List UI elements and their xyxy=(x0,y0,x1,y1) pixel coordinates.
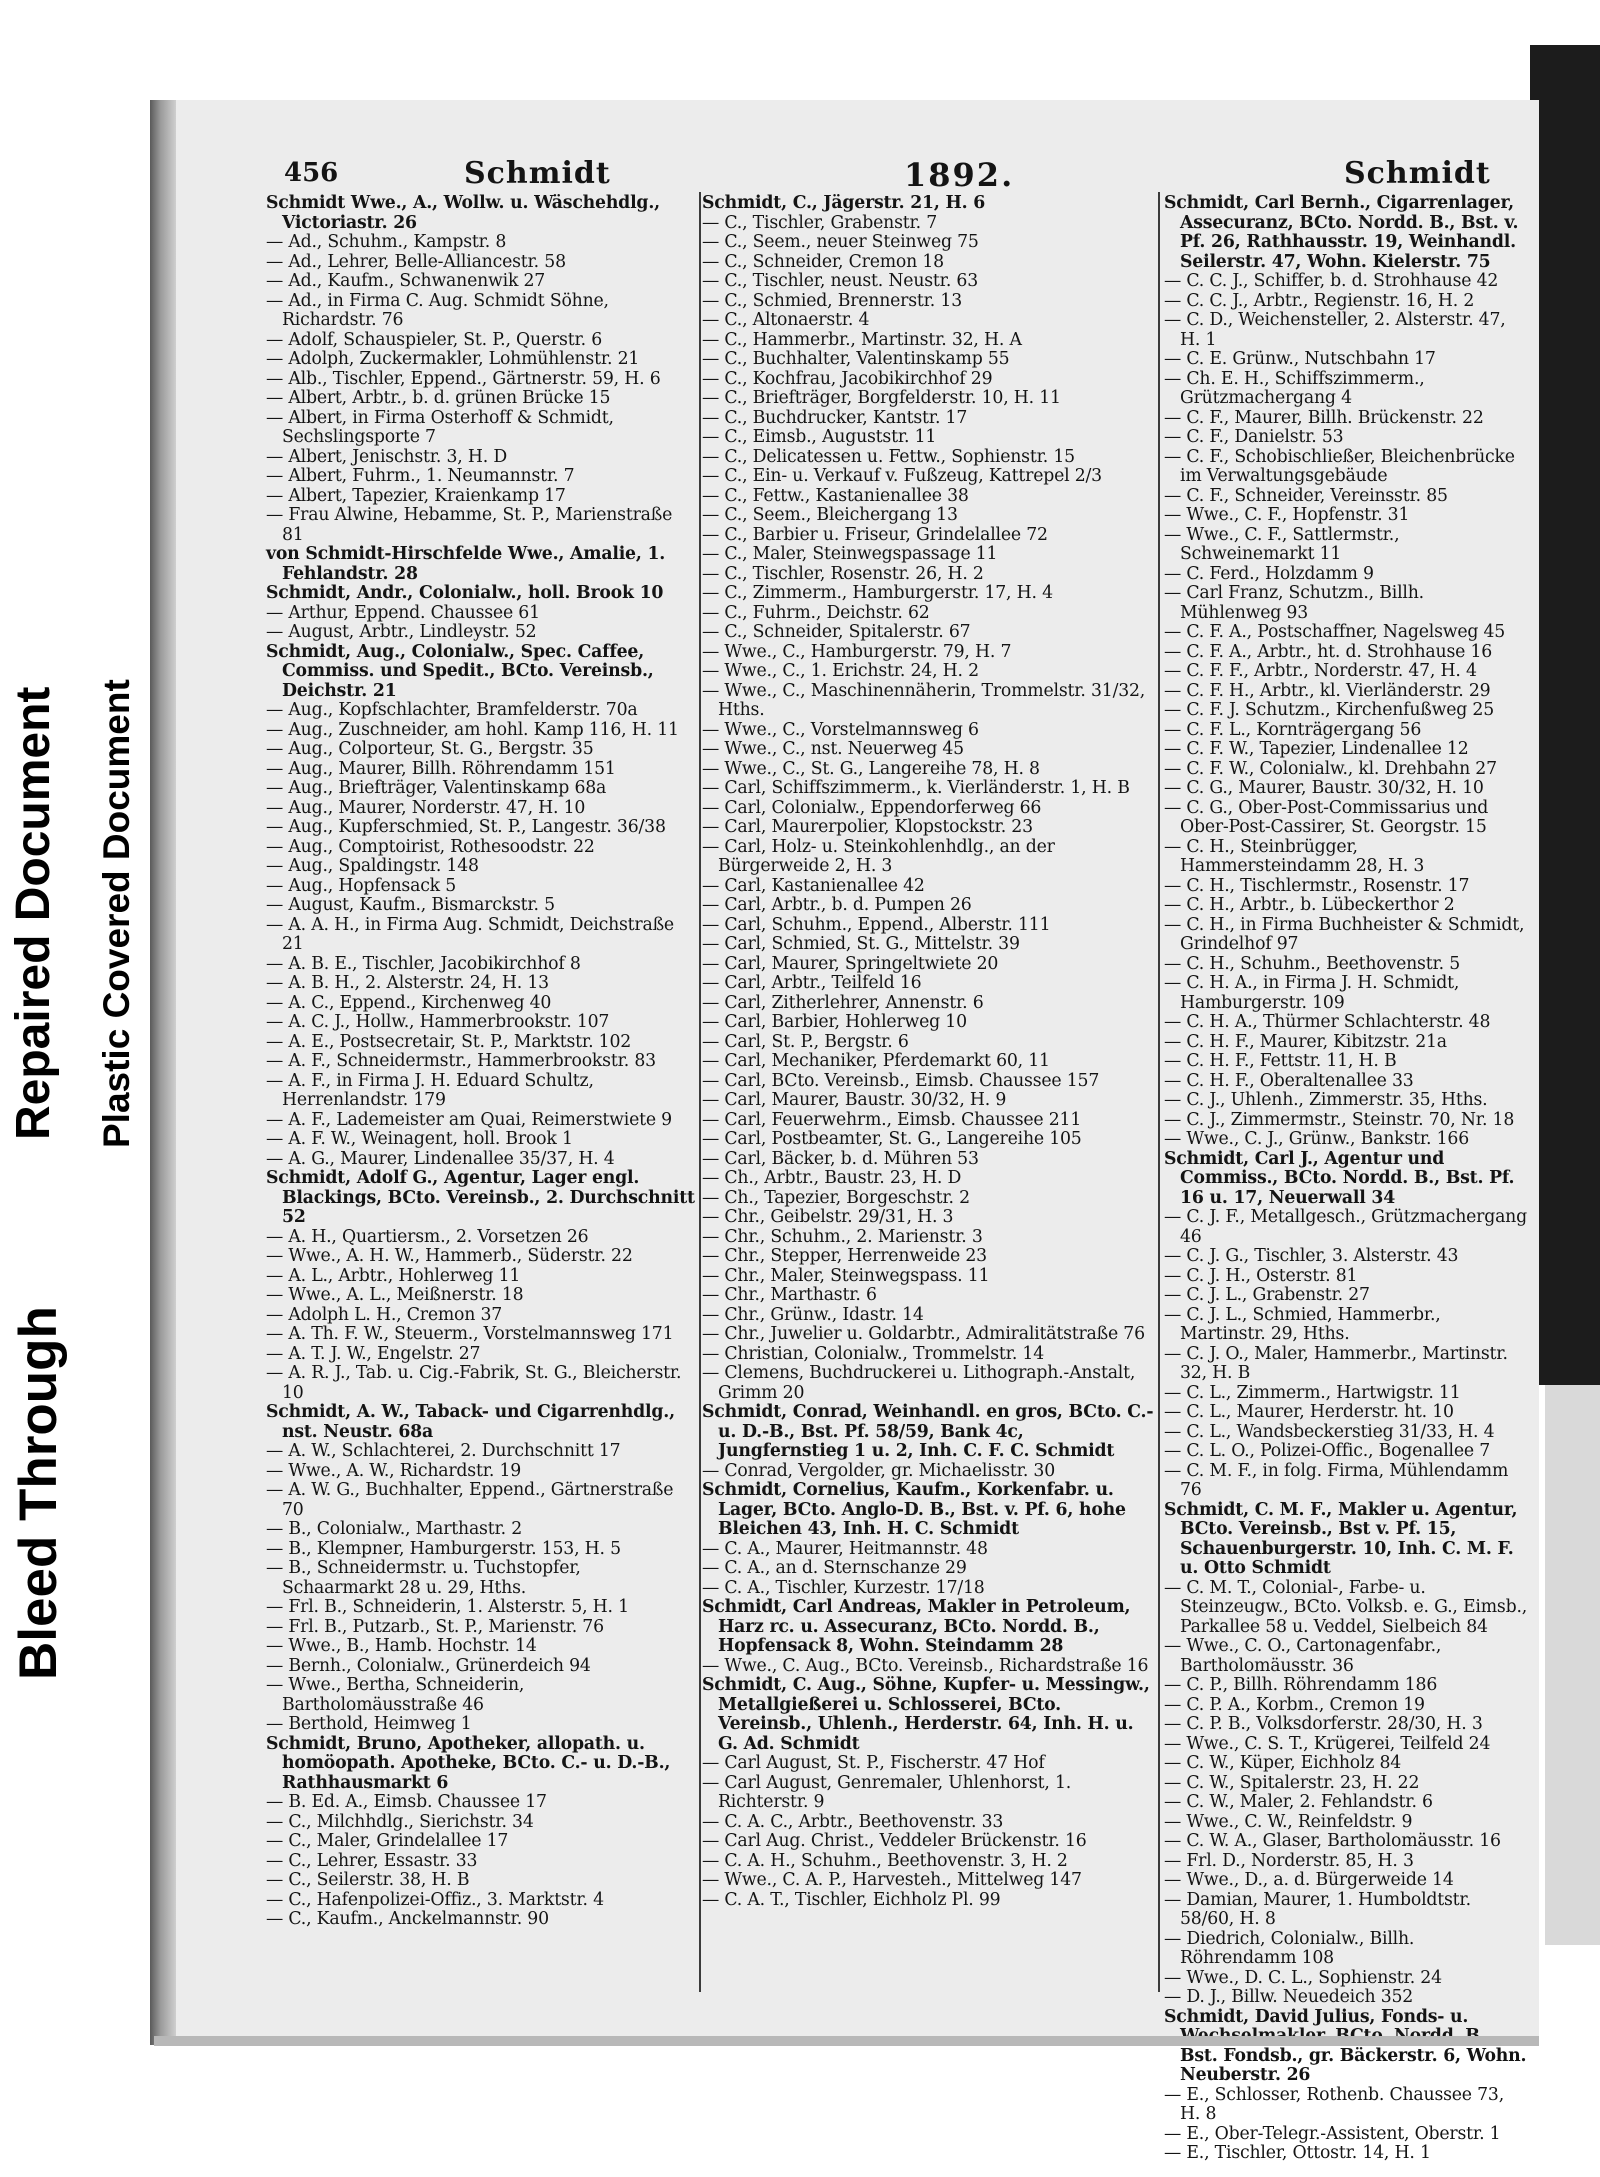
directory-entry: Schmidt, Carl J., Agentur und Commiss., BCto. Nordd. B., Bst. Pf. 16 u. 17, Neuerwall 34 xyxy=(1164,1148,1515,1208)
header-left-title: Schmidt xyxy=(464,156,611,191)
directory-entry: — C., Altonaerstr. 4 xyxy=(702,310,870,330)
directory-entry: — C. A. H., Schuhm., Beethovenstr. 3, H. 2 xyxy=(702,1850,1068,1871)
directory-entry: — A. F., Schneidermstr., Hammerbrookstr. 83 xyxy=(266,1051,656,1071)
directory-entry: — Carl, Holz- u. Steinkohlenhdlg., an der Bürgerweide 2, H. 3 xyxy=(702,836,1055,876)
directory-entry: — C. H. A., Thürmer Schlachterstr. 48 xyxy=(1164,1012,1491,1032)
directory-entry: — C., Hafenpolizei-Offiz., 3. Marktstr. 4 xyxy=(266,1889,604,1910)
directory-entry: — A. W., Schlachterei, 2. Durchschnitt 17 xyxy=(266,1441,621,1461)
page-header xyxy=(184,150,1524,198)
directory-entry: — Ad., Lehrer, Belle-Alliancestr. 58 xyxy=(266,251,566,272)
directory-entry: — Chr., Maler, Steinwegspass. 11 xyxy=(702,1265,990,1286)
directory-entry: — C. F., Schobischließer, Bleichenbrücke im Verwaltungsgebäude xyxy=(1164,446,1515,486)
directory-entry: — C., Delicatessen u. Fettw., Sophienstr. 15 xyxy=(702,446,1075,467)
directory-entry: — C. H., in Firma Buchheister & Schmidt, Grindelhof 97 xyxy=(1164,914,1525,954)
directory-entry: Schmidt, Bruno, Apotheker, allopath. u. homöopath. Apotheke, BCto. C.- u. D.-B., Rathhausmarkt 6 xyxy=(266,1733,671,1793)
directory-entry: — A. C., Eppend., Kirchenweg 40 xyxy=(266,992,552,1013)
directory-entry: — C. J. H., Osterstr. 81 xyxy=(1164,1265,1358,1286)
directory-entry: — Carl, BCto. Vereinsb., Eimsb. Chaussee 157 xyxy=(702,1070,1100,1091)
directory-entry: — C., Seem., Bleichergang 13 xyxy=(702,505,958,525)
directory-entry: — C., Fuhrm., Deichstr. 62 xyxy=(702,602,930,623)
directory-entry: Schmidt, Carl Bernh., Cigarrenlager, Assecuranz, BCto. Nordd. B., Bst. v. Pf. 26, Rathhausstr. 19, Weinhandl. Seilerstr. 47, Wohn. Kielerstr. 75 xyxy=(1164,193,1519,272)
directory-entry: — C. J. F., Metallgesch., Grützmachergang 46 xyxy=(1164,1207,1527,1247)
directory-entry: — C., Hammerbr., Martinstr. 32, H. A xyxy=(702,329,1022,350)
directory-entry: — Carl, Postbeamter, St. G., Langereihe 105 xyxy=(702,1129,1082,1149)
directory-entry: — C. F. W., Colonialw., kl. Drehbahn 27 xyxy=(1164,758,1497,779)
directory-entry: — August, Arbtr., Lindleystr. 52 xyxy=(266,622,537,642)
directory-entry: — Aug., Kupferschmied, St. P., Langestr. 36/38 xyxy=(266,817,666,837)
directory-entry: — C. M. T., Colonial-, Farbe- u. Steinzeugw., BCto. Volksb. e. G., Eimsb., Parkallee 58 u. Veddel, Sielbeich 84 xyxy=(1164,1577,1528,1637)
directory-entry: — Wwe., C., nst. Neuerweg 45 xyxy=(702,739,964,759)
directory-entry: — Albert, Arbtr., b. d. grünen Brücke 15 xyxy=(266,388,611,408)
directory-entry: — C. J. G., Tischler, 3. Alsterstr. 43 xyxy=(1164,1246,1459,1266)
directory-entry: — C., Zimmerm., Hamburgerstr. 17, H. 4 xyxy=(702,583,1053,603)
directory-entry: — Chr., Stepper, Herrenweide 23 xyxy=(702,1246,987,1266)
directory-entry: — C., Ein- u. Verkauf v. Fußzeug, Kattrepel 2/3 xyxy=(702,466,1102,486)
directory-entry: — C. Ferd., Holzdamm 9 xyxy=(1164,563,1374,584)
directory-entry: — Carl, Arbtr., b. d. Pumpen 26 xyxy=(702,895,972,915)
directory-entry: — E., Tischler, Ottostr. 14, H. 1 xyxy=(1164,2143,1431,2163)
directory-entry: — C. G., Maurer, Baustr. 30/32, H. 10 xyxy=(1164,778,1484,798)
directory-entry: — Wwe., C., Maschinennäherin, Trommelstr. 31/32, Hths. xyxy=(702,680,1146,720)
directory-entry: — Ad., Kaufm., Schwanenwik 27 xyxy=(266,271,546,291)
directory-entry: — Carl August, Genremaler, Uhlenhorst, 1. Richterstr. 9 xyxy=(702,1772,1072,1812)
directory-entry: — Carl, Colonialw., Eppendorferweg 66 xyxy=(702,797,1042,818)
directory-entry: — Ch., Tapezier, Borgeschstr. 2 xyxy=(702,1187,970,1208)
directory-entry: — C. H., Schuhm., Beethovenstr. 5 xyxy=(1164,953,1460,974)
bleed-through-label: Bleed Through xyxy=(9,1306,68,1680)
directory-entry: — C., Kaufm., Anckelmannstr. 90 xyxy=(266,1909,549,1929)
directory-entry: — Aug., Hopfensack 5 xyxy=(266,875,457,896)
column-divider xyxy=(699,192,701,1992)
directory-entry: — A. F., in Firma J. H. Eduard Schultz, Herrenlandstr. 179 xyxy=(266,1070,594,1110)
directory-entry: — Chr., Grünw., Idastr. 14 xyxy=(702,1304,924,1325)
directory-entry: — C. L., Wandsbeckerstieg 31/33, H. 4 xyxy=(1164,1421,1495,1442)
directory-entry: — C. F. A., Postschaffner, Nagelsweg 45 xyxy=(1164,622,1506,642)
directory-entry: — E., Ober-Telegr.-Assistent, Oberstr. 1 xyxy=(1164,2123,1501,2144)
directory-entry: — Wwe., C., Vorstelmannsweg 6 xyxy=(702,719,979,740)
directory-entry: — C., Schneider, Cremon 18 xyxy=(702,251,944,272)
directory-entry: — C. F. A., Arbtr., ht. d. Strohhause 16 xyxy=(1164,641,1493,662)
directory-entry: — Conrad, Vergolder, gr. Michaelisstr. 30 xyxy=(702,1460,1055,1481)
directory-entry: — Carl, Mechaniker, Pferdemarkt 60, 11 xyxy=(702,1051,1050,1071)
directory-entry: — C. L., Maurer, Herderstr. ht. 10 xyxy=(1164,1402,1454,1422)
directory-entry: Schmidt, C. M. F., Makler u. Agentur, BCto. Vereinsb., Bst v. Pf. 15, Schauenburgerstr. 10, Inh. C. M. F. u. Otto Schmidt xyxy=(1164,1499,1518,1578)
directory-entry: — Ad., in Firma C. Aug. Schmidt Söhne, Richardstr. 76 xyxy=(266,290,609,330)
directory-entry: — Frl. D., Norderstr. 85, H. 3 xyxy=(1164,1850,1414,1871)
directory-entry: Schmidt, Andr., Colonialw., holl. Brook 10 xyxy=(266,583,664,603)
plastic-covered-label: Plastic Covered Document xyxy=(96,679,137,1148)
directory-entry: — Wwe., A. H. W., Hammerb., Süderstr. 22 xyxy=(266,1246,633,1266)
directory-entry: — Wwe., C. A. P., Harvesteh., Mittelweg 147 xyxy=(702,1870,1082,1890)
directory-entry: Schmidt Wwe., A., Wollw. u. Wäschehdlg., Victoriastr. 26 xyxy=(266,193,660,233)
directory-entry: — Wwe., C. W., Reinfeldstr. 9 xyxy=(1164,1811,1413,1832)
directory-entry: Schmidt, Adolf G., Agentur, Lager engl. Blackings, BCto. Vereinsb., 2. Durchschnitt 52 xyxy=(266,1168,695,1227)
directory-entry: — B. Ed. A., Eimsb. Chaussee 17 xyxy=(266,1792,547,1812)
directory-entry: — A. E., Postsecretair, St. P., Marktstr. 102 xyxy=(266,1031,632,1052)
directory-entry: — C. F. J. Schutzm., Kirchenfußweg 25 xyxy=(1164,700,1495,720)
directory-entry: — Chr., Juwelier u. Goldarbtr., Admiralitätstraße 76 xyxy=(702,1324,1145,1344)
directory-entry: — C., Schneider, Spitalerstr. 67 xyxy=(702,622,971,642)
directory-entry: — A. B. E., Tischler, Jacobikirchhof 8 xyxy=(266,953,581,974)
repaired-document-label: Repaired Document xyxy=(7,686,60,1140)
directory-entry: — C., Lehrer, Essastr. 33 xyxy=(266,1850,478,1871)
directory-entry: — Damian, Maurer, 1. Humboldtstr. 58/60, H. 8 xyxy=(1164,1889,1471,1929)
directory-entry: — C., Tischler, neust. Neustr. 63 xyxy=(702,271,979,291)
directory-entry: — Ad., Schuhm., Kampstr. 8 xyxy=(266,232,507,252)
directory-entry: — Carl, Schuhm., Eppend., Alberstr. 111 xyxy=(702,914,1051,935)
directory-entry: — C. C. J., Arbtr., Regienstr. 16, H. 2 xyxy=(1164,290,1475,311)
directory-entry: — Wwe., C. O., Cartonagenfabr., Bartholomäusstr. 36 xyxy=(1164,1636,1442,1676)
directory-entry: — C. H., Arbtr., b. Lübeckerthor 2 xyxy=(1164,895,1455,915)
directory-entry: — Carl Franz, Schutzm., Billh. Mühlenweg 93 xyxy=(1164,583,1424,623)
page-bottom-edge xyxy=(154,2036,1539,2046)
directory-entry: — C. H. F., Maurer, Kibitzstr. 21a xyxy=(1164,1031,1447,1052)
directory-entry: — C. H., Steinbrügger, Hammersteindamm 28, H. 3 xyxy=(1164,836,1425,876)
directory-entry: — C. F. W., Tapezier, Lindenallee 12 xyxy=(1164,739,1469,759)
directory-entry: Schmidt, Conrad, Weinhandl. en gros, BCto. C.- u. D.-B., Bst. Pf. 58/59, Bank 4c, Jungfernstieg 1 u. 2, Inh. C. F. C. Schmidt xyxy=(702,1402,1154,1461)
directory-entry: — A. G., Maurer, Lindenallee 35/37, H. 4 xyxy=(266,1148,615,1169)
directory-entry: — Carl, Barbier, Hohlerweg 10 xyxy=(702,1012,967,1032)
directory-entry: — C. F., Schneider, Vereinsstr. 85 xyxy=(1164,485,1448,506)
directory-entry: — Albert, in Firma Osterhoff & Schmidt, Sechslingsporte 7 xyxy=(266,407,614,447)
directory-entry: — C. F., Maurer, Billh. Brückenstr. 22 xyxy=(1164,407,1484,428)
directory-entry: — Wwe., A. L., Meißnerstr. 18 xyxy=(266,1285,524,1305)
directory-entry: — Carl, St. P., Bergstr. 6 xyxy=(702,1031,909,1052)
column-left xyxy=(266,194,696,2054)
scanner-edge-lower xyxy=(1545,1385,1600,1945)
directory-entry: — Carl, Feuerwehrm., Eimsb. Chaussee 211 xyxy=(702,1109,1082,1130)
directory-entry: — C. A., an d. Sternschanze 29 xyxy=(702,1558,967,1578)
directory-entry: — C., Barbier u. Friseur, Grindelallee 72 xyxy=(702,524,1048,545)
directory-entry: — August, Kaufm., Bismarckstr. 5 xyxy=(266,895,555,915)
directory-entry: — A. F. W., Weinagent, holl. Brook 1 xyxy=(266,1129,573,1149)
directory-entry: — C. A. T., Tischler, Eichholz Pl. 99 xyxy=(702,1889,1001,1910)
directory-entry: — C. P. B., Volksdorferstr. 28/30, H. 3 xyxy=(1164,1714,1483,1734)
directory-entry: — Carl, Zitherlehrer, Annenstr. 6 xyxy=(702,992,984,1013)
directory-entry: — Chr., Marthastr. 6 xyxy=(702,1285,877,1305)
directory-entry: — C. L., Zimmerm., Hartwigstr. 11 xyxy=(1164,1382,1461,1403)
directory-entry: — Wwe., C. S. T., Krügerei, Teilfeld 24 xyxy=(1164,1733,1491,1754)
directory-entry: — C. J., Uhlenh., Zimmerstr. 35, Hths. xyxy=(1164,1090,1488,1110)
directory-entry: — Ch., Arbtr., Baustr. 23, H. D xyxy=(702,1168,962,1188)
directory-entry: — Carl Aug. Christ., Veddeler Brückenstr. 16 xyxy=(702,1831,1087,1851)
directory-entry: — C. W., Spitalerstr. 23, H. 22 xyxy=(1164,1772,1420,1793)
directory-entry: — B., Klempner, Hamburgerstr. 153, H. 5 xyxy=(266,1538,621,1559)
directory-entry: — C., Eimsb., Auguststr. 11 xyxy=(702,427,937,447)
directory-entry: — C. A., Tischler, Kurzestr. 17/18 xyxy=(702,1577,985,1598)
directory-entry: — Wwe., C., St. G., Langereihe 78, H. 8 xyxy=(702,758,1040,779)
directory-entry: — Carl, Kastanienallee 42 xyxy=(702,875,925,896)
directory-entry: — Wwe., C. J., Grünw., Bankstr. 166 xyxy=(1164,1129,1469,1149)
directory-entry: — Arthur, Eppend. Chaussee 61 xyxy=(266,602,540,623)
directory-entry: — Adolph L. H., Cremon 37 xyxy=(266,1304,503,1325)
directory-entry: — C., Seem., neuer Steinweg 75 xyxy=(702,232,979,252)
directory-entry: — Carl, Schiffszimmerm., k. Vierländerstr. 1, H. B xyxy=(702,778,1130,798)
directory-entry: — Aug., Kopfschlachter, Bramfelderstr. 70a xyxy=(266,700,638,720)
directory-entry: — Albert, Jenischstr. 3, H. D xyxy=(266,446,508,467)
directory-entry: — Aug., Zuschneider, am hohl. Kamp 116, H. 11 xyxy=(266,719,679,740)
directory-entry: — Aug., Maurer, Billh. Röhrendamm 151 xyxy=(266,758,616,779)
directory-entry: — A. A. H., in Firma Aug. Schmidt, Deichstraße 21 xyxy=(266,914,674,954)
directory-entry: — C., Milchhdlg., Sierichstr. 34 xyxy=(266,1811,534,1832)
column-right xyxy=(1164,193,1529,2163)
directory-entry: — Wwe., C. F., Hopfenstr. 31 xyxy=(1164,505,1410,525)
directory-entry: Schmidt, Aug., Colonialw., Spec. Caffee, Commiss. und Spedit., BCto. Vereinsb., Deichstr. 21 xyxy=(266,641,654,701)
directory-entry: — C., Briefträger, Borgfelderstr. 10, H. 11 xyxy=(702,388,1061,408)
directory-entry: — Aug., Maurer, Norderstr. 47, H. 10 xyxy=(266,797,586,818)
directory-entry: — B., Schneidermstr. u. Tuchstopfer, Schaarmarkt 28 u. 29, Hths. xyxy=(266,1558,581,1598)
directory-entry: — A. L., Arbtr., Hohlerweg 11 xyxy=(266,1265,521,1286)
directory-entry: — Albert, Tapezier, Kraienkamp 17 xyxy=(266,485,566,506)
directory-entry: — Chr., Schuhm., 2. Marienstr. 3 xyxy=(702,1226,983,1247)
directory-page xyxy=(150,100,1539,2163)
directory-entry: — A. H., Quartiersm., 2. Vorsetzen 26 xyxy=(266,1226,589,1247)
directory-entry: — Berthold, Heimweg 1 xyxy=(266,1714,472,1734)
directory-entry: Schmidt, A. W., Taback- und Cigarrenhdlg., nst. Neustr. 68a xyxy=(266,1402,675,1442)
directory-entry: — Clemens, Buchdruckerei u. Lithograph.-Anstalt, Grimm 20 xyxy=(702,1363,1136,1403)
directory-entry: — Carl, Maurer, Springeltwiete 20 xyxy=(702,953,999,974)
directory-entry: — C., Fettw., Kastanienallee 38 xyxy=(702,485,969,506)
directory-entry: — C. A. C., Arbtr., Beethovenstr. 33 xyxy=(702,1811,1004,1832)
directory-entry: — C., Buchdrucker, Kantstr. 17 xyxy=(702,407,968,428)
directory-entry: — E., Schlosser, Rothenb. Chaussee 73, H. 8 xyxy=(1164,2084,1505,2124)
directory-entry: — C. M. F., in folg. Firma, Mühlendamm 76 xyxy=(1164,1460,1509,1500)
directory-entry: — A. B. H., 2. Alsterstr. 24, H. 13 xyxy=(266,973,549,993)
directory-entry: — Adolf, Schauspieler, St. P., Querstr. 6 xyxy=(266,329,602,350)
directory-entry: — C. P. A., Korbm., Cremon 19 xyxy=(1164,1694,1425,1715)
directory-entry: — C., Maler, Steinwegspassage 11 xyxy=(702,544,998,564)
directory-entry: — A. W. G., Buchhalter, Eppend., Gärtnerstraße 70 xyxy=(266,1480,674,1520)
directory-entry: — Chr., Geibelstr. 29/31, H. 3 xyxy=(702,1207,954,1227)
directory-entry: — Wwe., B., Hamb. Hochstr. 14 xyxy=(266,1636,537,1656)
directory-entry: — C. F., Danielstr. 53 xyxy=(1164,427,1344,447)
directory-entry: — Wwe., A. W., Richardstr. 19 xyxy=(266,1460,522,1481)
directory-entry: — Wwe., C., 1. Erichstr. 24, H. 2 xyxy=(702,661,979,681)
directory-entry: — C., Schmied, Brennerstr. 13 xyxy=(702,290,962,311)
page-number: 456 xyxy=(284,158,339,188)
directory-entry: — Carl, Schmied, St. G., Mittelstr. 39 xyxy=(702,934,1020,954)
directory-entry: — Wwe., Bertha, Schneiderin, Bartholomäusstraße 46 xyxy=(266,1675,525,1715)
directory-entry: — A. C. J., Hollw., Hammerbrookstr. 107 xyxy=(266,1012,610,1032)
directory-entry: — Ch. E. H., Schiffszimmerm., Grützmachergang 4 xyxy=(1164,368,1425,408)
directory-entry: — C., Tischler, Grabenstr. 7 xyxy=(702,212,938,233)
directory-entry: — B., Colonialw., Marthastr. 2 xyxy=(266,1519,523,1539)
directory-entry: Schmidt, Cornelius, Kaufm., Korkenfabr. u. Lager, BCto. Anglo-D. B., Bst. v. Pf. 6, hohe Bleichen 43, Inh. H. C. Schmidt xyxy=(702,1480,1126,1539)
directory-entry: — Aug., Briefträger, Valentinskamp 68a xyxy=(266,778,607,798)
directory-entry: — Wwe., C. Aug., BCto. Vereinsb., Richardstraße 16 xyxy=(702,1655,1149,1676)
directory-entry: — A. F., Lademeister am Quai, Reimerstwiete 9 xyxy=(266,1109,672,1130)
directory-entry: — C. E. Grünw., Nutschbahn 17 xyxy=(1164,349,1436,369)
directory-entry: — C. H. A., in Firma J. H. Schmidt, Hamburgerstr. 109 xyxy=(1164,973,1460,1013)
directory-entry: — C. W., Küper, Eichholz 84 xyxy=(1164,1753,1402,1773)
directory-entry: — Albert, Fuhrm., 1. Neumannstr. 7 xyxy=(266,466,575,486)
directory-entry: — Bernh., Colonialw., Grünerdeich 94 xyxy=(266,1655,591,1676)
directory-entry: — C. H., Tischlermstr., Rosenstr. 17 xyxy=(1164,875,1470,896)
directory-entry: — C., Tischler, Rosenstr. 26, H. 2 xyxy=(702,563,984,584)
directory-entry: — Carl, Maurerpolier, Klopstockstr. 23 xyxy=(702,817,1033,837)
directory-entry: — Carl, Bäcker, b. d. Mühren 53 xyxy=(702,1148,979,1169)
directory-entry: — D. J., Billw. Neuedeich 352 xyxy=(1164,1987,1414,2007)
directory-entry: — C. W., Maler, 2. Fehlandstr. 6 xyxy=(1164,1792,1433,1812)
directory-entry: — Wwe., D., a. d. Bürgerweide 14 xyxy=(1164,1870,1454,1890)
directory-entry: — C. L. O., Polizei-Offic., Bogenallee 7 xyxy=(1164,1441,1491,1461)
directory-entry: — C., Buchhalter, Valentinskamp 55 xyxy=(702,349,1010,369)
directory-entry: — Carl, Maurer, Baustr. 30/32, H. 9 xyxy=(702,1090,1007,1110)
directory-entry: — C., Seilerstr. 38, H. B xyxy=(266,1870,470,1890)
directory-entry: — C. F. H., Arbtr., kl. Vierländerstr. 29 xyxy=(1164,680,1491,701)
directory-entry: — Adolph, Zuckermakler, Lohmühlenstr. 21 xyxy=(266,349,640,369)
directory-entry: — C., Kochfrau, Jacobikirchhof 29 xyxy=(702,368,993,389)
directory-entry: — C. A., Maurer, Heitmannstr. 48 xyxy=(702,1538,988,1559)
directory-entry: — C. F. L., Kornträgergang 56 xyxy=(1164,719,1422,740)
directory-entry: Schmidt, David Julius, Fonds- u. Bst. Fondsb., gr. Bäckerstr. 6, Wohn. Neuberstr. 26 xyxy=(1164,2006,1527,2085)
directory-entry: — Christian, Colonialw., Trommelstr. 14 xyxy=(702,1343,1045,1364)
directory-entry: Schmidt, Carl Andreas, Makler in Petroleum, Harz rc. u. Assecuranz, BCto. Nordd. B., Hopfensack 8, Wohn. Steindamm 28 xyxy=(702,1597,1131,1656)
directory-entry: — C., Maler, Grindelallee 17 xyxy=(266,1831,509,1851)
directory-entry: — Frl. B., Schneiderin, 1. Alsterstr. 5, H. 1 xyxy=(266,1597,629,1617)
directory-entry: von Schmidt-Hirschfelde Wwe., Amalie, 1. Fehlandstr. 28 xyxy=(266,544,666,584)
directory-entry: — C. J. L., Schmied, Hammerbr., Martinstr. 29, Hths. xyxy=(1164,1304,1441,1344)
directory-entry: — C. J., Zimmermstr., Steinstr. 70, Nr. 18 xyxy=(1164,1109,1515,1130)
directory-entry: — Carl, Arbtr., Teilfeld 16 xyxy=(702,973,922,993)
directory-entry: — C. H. F., Fettstr. 11, H. B xyxy=(1164,1051,1397,1071)
directory-entry: — Wwe., C., Hamburgerstr. 79, H. 7 xyxy=(702,641,1012,662)
directory-entry: — Aug., Spaldingstr. 148 xyxy=(266,856,479,876)
directory-entry: — Wwe., D. C. L., Sophienstr. 24 xyxy=(1164,1967,1442,1988)
directory-entry: — Alb., Tischler, Eppend., Gärtnerstr. 59, H. 6 xyxy=(266,368,661,389)
directory-entry: — C. F. F., Arbtr., Norderstr. 47, H. 4 xyxy=(1164,661,1477,681)
directory-entry: — A. R. J., Tab. u. Cig.-Fabrik, St. G., Bleicherstr. 10 xyxy=(266,1363,682,1403)
header-right-title: Schmidt xyxy=(1344,156,1491,191)
directory-entry: — Aug., Comptoirist, Rothesoodstr. 22 xyxy=(266,836,595,857)
directory-entry: Schmidt, C., Jägerstr. 21, H. 6 xyxy=(702,193,986,213)
directory-entry: — C. J. L., Grabenstr. 27 xyxy=(1164,1285,1370,1305)
directory-entry: — C. G., Ober-Post-Commissarius und Ober-Post-Cassirer, St. Georgstr. 15 xyxy=(1164,797,1489,837)
column-middle xyxy=(702,194,1154,2054)
directory-entry: — C. D., Weichensteller, 2. Alsterstr. 47, H. 1 xyxy=(1164,310,1506,350)
column-divider xyxy=(1158,192,1160,1992)
directory-entry: — Frau Alwine, Hebamme, St. P., Marienstraße 81 xyxy=(266,505,673,545)
directory-entry: — Frl. B., Putzarb., St. P., Marienstr. 76 xyxy=(266,1616,604,1637)
directory-entry: — A. T. J. W., Engelstr. 27 xyxy=(266,1343,481,1364)
directory-entry: — C. J. O., Maler, Hammerbr., Martinstr. 32, H. B xyxy=(1164,1343,1508,1383)
directory-entry: — C. P., Billh. Röhrendamm 186 xyxy=(1164,1675,1438,1695)
directory-entry: — Aug., Colporteur, St. G., Bergstr. 35 xyxy=(266,739,594,759)
scanner-edge xyxy=(1530,45,1600,1385)
directory-entry: — C. W. A., Glaser, Bartholomäusstr. 16 xyxy=(1164,1831,1501,1851)
directory-entry: — Carl August, St. P., Fischerstr. 47 Hof xyxy=(702,1753,1045,1773)
directory-entry: — A. Th. F. W., Steuerm., Vorstelmannsweg 171 xyxy=(266,1324,674,1344)
header-year: 1892. xyxy=(904,156,1015,194)
directory-entry: — C. H. F., Oberaltenallee 33 xyxy=(1164,1070,1414,1091)
directory-entry: Schmidt, C. Aug., Söhne, Kupfer- u. Messingw., Metallgießerei u. Schlosserei, BCto. Vereinsb., Uhlenh., Herderstr. 64, Inh. H. u. G. Ad. Schmidt xyxy=(702,1675,1150,1754)
directory-entry: — Diedrich, Colonialw., Billh. Röhrendamm 108 xyxy=(1164,1928,1415,1968)
page-gutter xyxy=(150,100,176,2045)
directory-entry: — Wwe., C. F., Sattlermstr., Schweinemarkt 11 xyxy=(1164,524,1400,564)
directory-entry: — C. C. J., Schiffer, b. d. Strohhause 42 xyxy=(1164,271,1499,291)
